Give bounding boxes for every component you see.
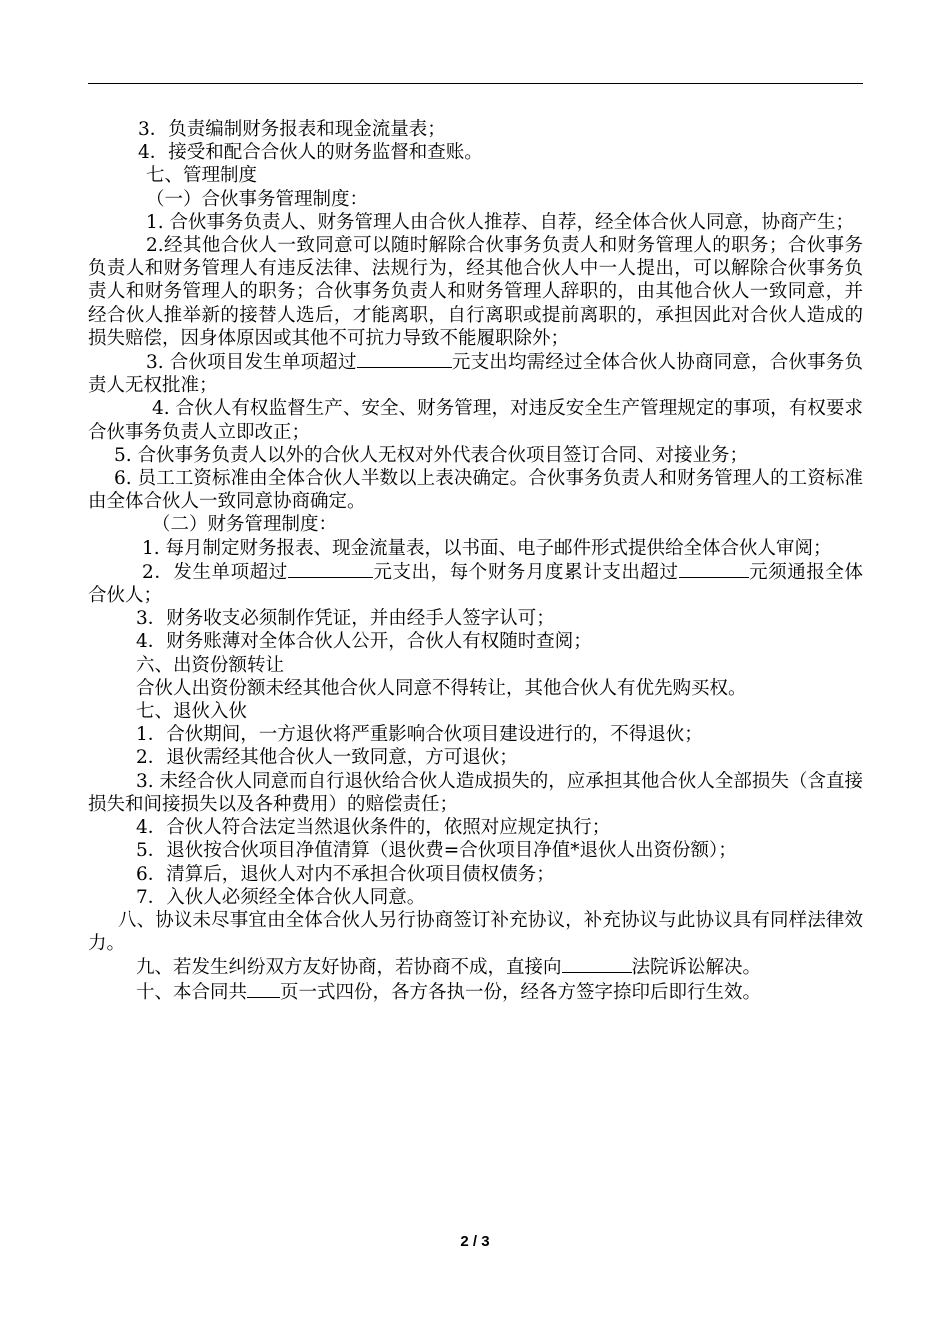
paragraph: 八、协议未尽事宜由全体合伙人另行协商签订补充协议，补充协议与此协议具有同样法律效力。 — [88, 909, 863, 955]
document-body — [88, 118, 863, 1004]
blank-pages — [247, 980, 280, 998]
subsection-heading: （一）合伙事务管理制度： — [146, 188, 369, 210]
paragraph: 6．清算后，退伙人对内不承担合伙项目债权债务； — [136, 863, 555, 885]
blank-amount — [288, 560, 373, 578]
paragraph: 5．退伙按合伙项目净值清算（退伙费=合伙项目净值*退伙人出资份额）； — [136, 840, 737, 862]
paragraph: 九、若发生纠纷双方友好协商，若协商不成，直接向 法院诉讼解决。 — [136, 957, 762, 979]
section-heading: 七、退伙入伙 — [136, 701, 248, 723]
subsection-heading: （二）财务管理制度： — [152, 514, 338, 536]
paragraph: 4．合伙人符合法定当然退伙条件的，依照对应规定执行； — [136, 817, 611, 839]
paragraph: 2．发生单项超过 元支出，每个财务月度累计支出超过 元须通报全体合伙人； — [88, 561, 863, 607]
section-heading: 七、管理制度 — [146, 165, 258, 187]
paragraph: 十、本合同共 页一式四份，各方各执一份，经各方签字捺印后即行生效。 — [136, 981, 762, 1003]
blank-court — [562, 955, 632, 973]
paragraph: 3．负责编制财务报表和现金流量表； — [138, 119, 446, 140]
blank-amount — [357, 350, 452, 368]
paragraph: 1．合伙期间，一方退伙将严重影响合伙项目建设进行的，不得退伙； — [136, 724, 703, 746]
paragraph: 1. 合伙事务负责人、财务管理人由合伙人推荐、自荐，经全体合伙人同意，协商产生； — [146, 211, 855, 233]
paragraph: 5. 合伙事务负责人以外的合伙人无权对外代表合伙项目签订合同、对接业务； — [114, 444, 749, 466]
blank-amount — [679, 560, 749, 578]
paragraph: 4．财务账薄对全体合伙人公开，合伙人有权随时查阅； — [136, 631, 592, 653]
paragraph: 7．入伙人必须经全体合伙人同意。 — [136, 886, 426, 908]
paragraph: 3．财务收支必须制作凭证，并由经手人签字认可； — [136, 608, 555, 630]
paragraph: 1. 每月制定财务报表、现金流量表，以书面、电子邮件形式提供给全体合伙人审阅； — [142, 537, 832, 559]
header-rule — [88, 83, 863, 84]
paragraph: 4. 合伙人有权监督生产、安全、财务管理，对违反安全生产管理规定的事项，有权要求合伙事务负责人立即改正； — [88, 398, 863, 443]
page-number: 2 / 3 — [460, 1233, 490, 1250]
paragraph: 4．接受和配合合伙人的财务监督和查账。 — [138, 142, 483, 164]
paragraph: 3. 合伙项目发生单项超过 元支出均需经过全体合伙人协商同意，合伙事务负责人无权批准； — [88, 352, 863, 397]
paragraph: 3. 未经合伙人同意而自行退伙给合伙人造成损失的，应承担其他合伙人全部损失（含直接损失和间接损失以及各种费用）的赔偿责任； — [88, 770, 863, 815]
paragraph: 6. 员工工资标准由全体合伙人半数以上表决确定。合伙事务负责人和财务管理人的工资标准由全体合伙人一致同意协商确定。 — [88, 468, 863, 513]
section-heading: 六、出资份额转让 — [136, 654, 285, 676]
paragraph: 合伙人出资份额未经其他合伙人同意不得转让，其他合伙人有优先购买权。 — [136, 677, 747, 699]
paragraph: 2.经其他合伙人一致同意可以随时解除合伙事务负责人和财务管理人的职务；合伙事务负责人和财务管理人有违反法律、法规行为，经其他合伙人中一人提出，可以解除合伙事务负责人和财务管理人的职务；合伙事务负责人和财务管理人辞职的，由其他合伙人一致同意，并经合伙人推举新的接替人选后，才能离职，自行离职或提前离职的，承担因此对合伙人造成的损失赔偿，因身体原因或其他不可抗力导致不能履职除外； — [88, 235, 863, 349]
paragraph: 2．退伙需经其他合伙人一致同意，方可退伙； — [136, 747, 518, 769]
